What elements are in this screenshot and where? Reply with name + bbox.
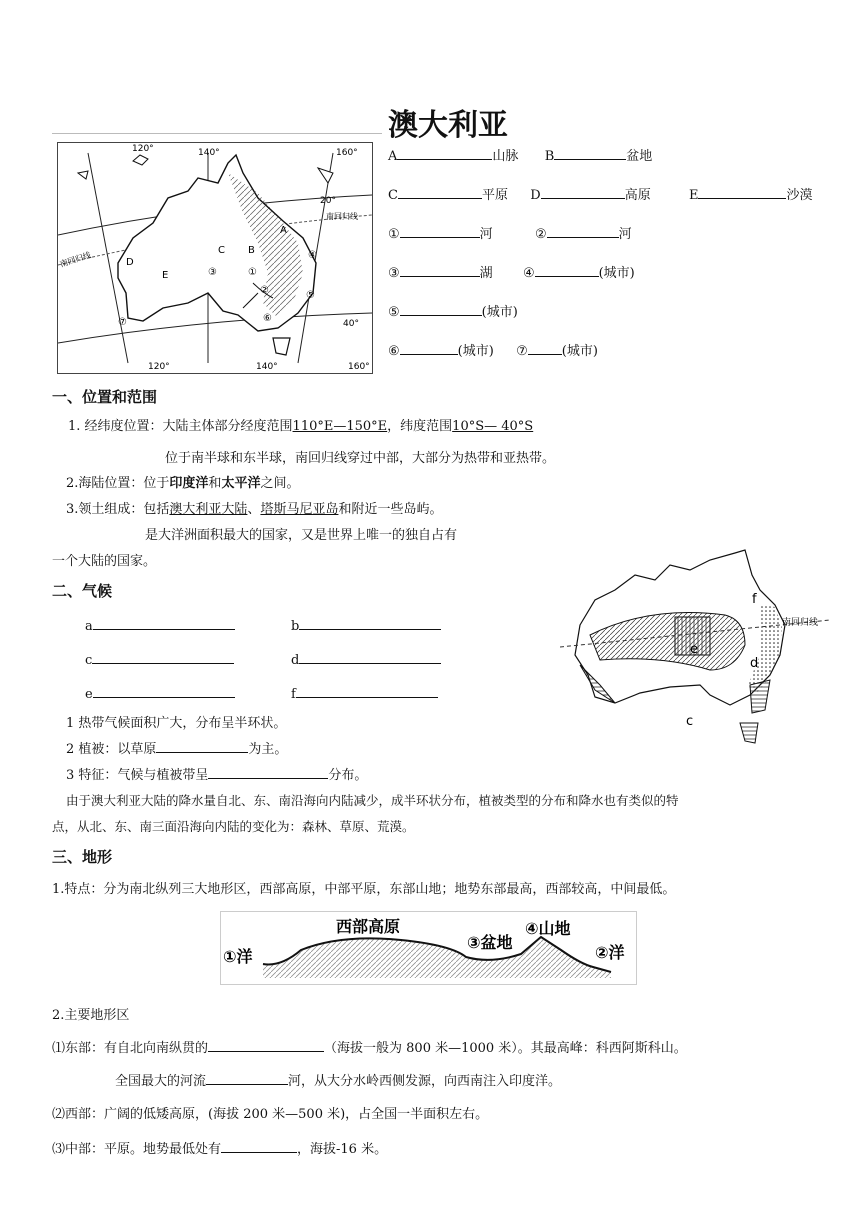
item1-mid: ，纬度范围 xyxy=(387,419,453,434)
svg-text:⑦: ⑦ xyxy=(118,317,127,328)
blank-4[interactable] xyxy=(535,262,599,277)
page-title: 澳大利亚 xyxy=(388,108,508,143)
svg-text:D: D xyxy=(126,257,134,268)
climate-label-a: a xyxy=(85,619,93,634)
svg-text:160°: 160° xyxy=(348,362,370,372)
blank-row-2 xyxy=(388,184,813,203)
svg-text:⑥: ⑥ xyxy=(263,313,272,324)
blank-c-suffix: 平原 xyxy=(481,188,508,203)
line2-suffix: 为主。 xyxy=(248,742,288,757)
terrain-west: ⑵西部：广阔的低矮高原，(海拔 200 米—500 米)，占全国一半面积左右。 xyxy=(52,1107,489,1122)
climate-blank-e xyxy=(85,683,235,702)
blank-d[interactable] xyxy=(541,184,625,199)
item2-suffix: 之间。 xyxy=(260,476,300,491)
vegetation-blank[interactable] xyxy=(156,738,248,753)
blank-row-6 xyxy=(388,340,598,359)
river-prefix: 全国最大的河流 xyxy=(115,1074,207,1089)
blank-d-label: D xyxy=(530,188,541,203)
svg-text:⑤: ⑤ xyxy=(306,290,315,301)
blank-6-suffix: (城市) xyxy=(457,344,494,359)
island: 塔斯马尼亚岛 xyxy=(260,502,339,517)
title-rule xyxy=(52,133,382,134)
climate-line-2 xyxy=(66,738,287,757)
ocean-2: 太平洋 xyxy=(221,476,261,491)
svg-text:140°: 140° xyxy=(256,362,278,372)
blank-e-label: E xyxy=(688,188,699,203)
svg-text:④: ④ xyxy=(308,250,317,261)
item1-prefix: 1. 经纬度位置：大陆主体部分经度范围 xyxy=(68,419,293,434)
blank-row-3 xyxy=(388,223,632,242)
terrain-item-2: 2.主要地形区 xyxy=(52,1008,130,1023)
svg-text:120°: 120° xyxy=(148,362,170,372)
blank-6-label: ⑥ xyxy=(388,344,400,359)
svg-text:E: E xyxy=(162,270,169,281)
profile-right: ②洋 xyxy=(595,943,625,962)
blank-2[interactable] xyxy=(547,223,619,238)
svg-text:南回归线: 南回归线 xyxy=(326,212,358,221)
climate-input-f[interactable] xyxy=(296,683,438,698)
australia-physical-map xyxy=(57,142,373,374)
east-blank[interactable] xyxy=(208,1037,324,1052)
terrain-river xyxy=(115,1070,561,1089)
section-1-item-1 xyxy=(68,415,533,434)
blank-row-1 xyxy=(388,145,652,164)
central-blank[interactable] xyxy=(221,1138,297,1153)
profile-basin: ③盆地 xyxy=(467,933,513,952)
svg-text:B: B xyxy=(248,245,255,256)
climate-blank-a xyxy=(85,615,235,634)
blank-a-suffix: 山脉 xyxy=(492,149,519,164)
australia-climate-map xyxy=(560,545,830,755)
climate-label-e: e xyxy=(85,687,93,702)
item3-prefix: 3.领土组成：包括 xyxy=(66,502,170,517)
blank-d-suffix: 高原 xyxy=(624,188,651,203)
terrain-central xyxy=(52,1138,387,1157)
ocean-1: 印度洋 xyxy=(169,476,209,491)
east-suffix: （海拔一般为 800 米—1000 米）。其最高峰：科西阿斯科山。 xyxy=(324,1041,687,1056)
river-blank[interactable] xyxy=(206,1070,288,1085)
mainland: 澳大利亚大陆 xyxy=(169,502,248,517)
blank-b-label: B xyxy=(544,149,555,164)
svg-text:40°: 40° xyxy=(343,319,359,329)
central-suffix: ，海拔-16 米。 xyxy=(297,1142,388,1157)
blank-e[interactable] xyxy=(698,184,786,199)
climate-input-c[interactable] xyxy=(92,649,234,664)
section-3-heading: 三、地形 xyxy=(52,848,113,866)
blank-b[interactable] xyxy=(554,145,626,160)
blank-4-suffix: (城市) xyxy=(598,266,635,281)
east-prefix: ⑴东部：有自北向南纵贯的 xyxy=(52,1041,209,1056)
blank-3[interactable] xyxy=(400,262,480,277)
section-1-item-3-line-2: 是大洋洲面积最大的国家，又是世界上唯一的独自占有 xyxy=(145,528,458,543)
climate-line-1: 1 热带气候面积广大，分布呈半环状。 xyxy=(66,716,287,731)
climate-map-label-c: c xyxy=(686,714,694,729)
line3-prefix: 3 特征：气候与植被带呈 xyxy=(66,768,209,783)
blank-7[interactable] xyxy=(528,340,562,355)
river-suffix: 河，从大分水岭西侧发源，向西南注入印度洋。 xyxy=(288,1074,562,1089)
blank-5-label: ⑤ xyxy=(388,305,400,320)
svg-text:160°: 160° xyxy=(336,148,358,158)
svg-text:①: ① xyxy=(248,267,257,278)
climate-blank-d xyxy=(291,649,441,668)
blank-6[interactable] xyxy=(400,340,458,355)
climate-map-label-d: d xyxy=(750,656,759,671)
item3-suffix: 和附近一些岛屿。 xyxy=(338,502,443,517)
climate-label-c: c xyxy=(85,653,93,668)
profile-plateau: 西部高原 xyxy=(336,917,401,936)
section-1-item-1-line-2: 位于南半球和东半球，南回归线穿过中部，大部分为热带和亚热带。 xyxy=(165,451,556,466)
line2-prefix: 2 植被：以草原 xyxy=(66,742,157,757)
section-1-heading: 一、位置和范围 xyxy=(52,388,158,406)
svg-text:120°: 120° xyxy=(132,144,154,154)
section-1-item-3 xyxy=(66,498,442,517)
section-1-item-2 xyxy=(66,472,299,491)
svg-text:140°: 140° xyxy=(198,148,220,158)
svg-text:20°: 20° xyxy=(320,196,336,206)
climate-map-label-e: e xyxy=(690,642,698,657)
profile-left: ①洋 xyxy=(223,947,253,966)
lon-range: 110°E—150°E xyxy=(292,419,388,434)
climate-input-d[interactable] xyxy=(299,649,441,664)
climate-label-b: b xyxy=(291,619,300,634)
climate-map-label-f: f xyxy=(752,592,757,607)
blank-c-label: C xyxy=(388,188,398,203)
item3-sep: 、 xyxy=(247,502,261,517)
terrain-feature: 1.特点：分为南北纵列三大地形区，西部高原，中部平原，东部山地；地势东部最高，西部较高，中间最低。 xyxy=(52,882,676,897)
climate-paragraph-2: 点，从北、东、南三面沿海向内陆的变化为：森林、草原、荒漠。 xyxy=(52,819,415,834)
blank-7-suffix: (城市) xyxy=(561,344,598,359)
lat-range: 10°S— 40°S xyxy=(452,419,534,434)
blank-2-label: ② xyxy=(534,227,547,242)
blank-1-label: ① xyxy=(388,227,400,242)
central-prefix: ⑶中部：平原。地势最低处有 xyxy=(52,1142,222,1157)
item2-prefix: 2.海陆位置：位于 xyxy=(66,476,170,491)
climate-line-3 xyxy=(66,764,367,783)
climate-map-tropic: 南回归线 xyxy=(782,618,819,628)
blank-1[interactable] xyxy=(400,223,480,238)
climate-paragraph-1: 由于澳大利亚大陆的降水量自北、东、南沿海向内陆减少，成半环状分布，植被类型的分布和降水也有类似的特 xyxy=(66,793,679,808)
svg-text:C: C xyxy=(218,245,225,256)
blank-b-suffix: 盆地 xyxy=(626,149,653,164)
profile-mountain: ④山地 xyxy=(525,919,571,938)
svg-text:③: ③ xyxy=(208,267,217,278)
climate-blank-b xyxy=(291,615,441,634)
climate-input-b[interactable] xyxy=(299,615,441,630)
blank-c[interactable] xyxy=(398,184,482,199)
blank-1-suffix: 河 xyxy=(479,227,493,242)
terrain-profile xyxy=(220,911,637,985)
terrain-east xyxy=(52,1037,687,1056)
svg-text:②: ② xyxy=(260,285,269,296)
climate-label-d: d xyxy=(291,653,300,668)
section-2-heading: 二、气候 xyxy=(52,582,113,600)
svg-text:南回归线: 南回归线 xyxy=(58,250,93,269)
blank-a[interactable] xyxy=(397,145,492,160)
blank-7-label: ⑦ xyxy=(516,344,528,359)
climate-input-e[interactable] xyxy=(93,683,235,698)
blank-e-suffix: 沙漠 xyxy=(786,188,813,203)
item2-and: 和 xyxy=(208,476,222,491)
blank-2-suffix: 河 xyxy=(618,227,632,242)
blank-row-5 xyxy=(388,301,518,320)
svg-text:A: A xyxy=(280,225,287,236)
climate-blank-c xyxy=(85,649,234,668)
blank-3-suffix: 湖 xyxy=(479,266,493,281)
section-1-item-3-line-3: 一个大陆的国家。 xyxy=(52,554,157,569)
blank-4-label: ④ xyxy=(522,266,535,281)
climate-blank-f xyxy=(291,683,438,702)
distribution-blank[interactable] xyxy=(208,764,328,779)
blank-a-label: A xyxy=(388,149,398,164)
blank-row-4 xyxy=(388,262,635,281)
line3-suffix: 分布。 xyxy=(328,768,368,783)
climate-label-f: f xyxy=(291,687,296,702)
blank-5-suffix: (城市) xyxy=(481,305,518,320)
blank-3-label: ③ xyxy=(388,266,400,281)
climate-input-a[interactable] xyxy=(93,615,235,630)
blank-5[interactable] xyxy=(400,301,482,316)
